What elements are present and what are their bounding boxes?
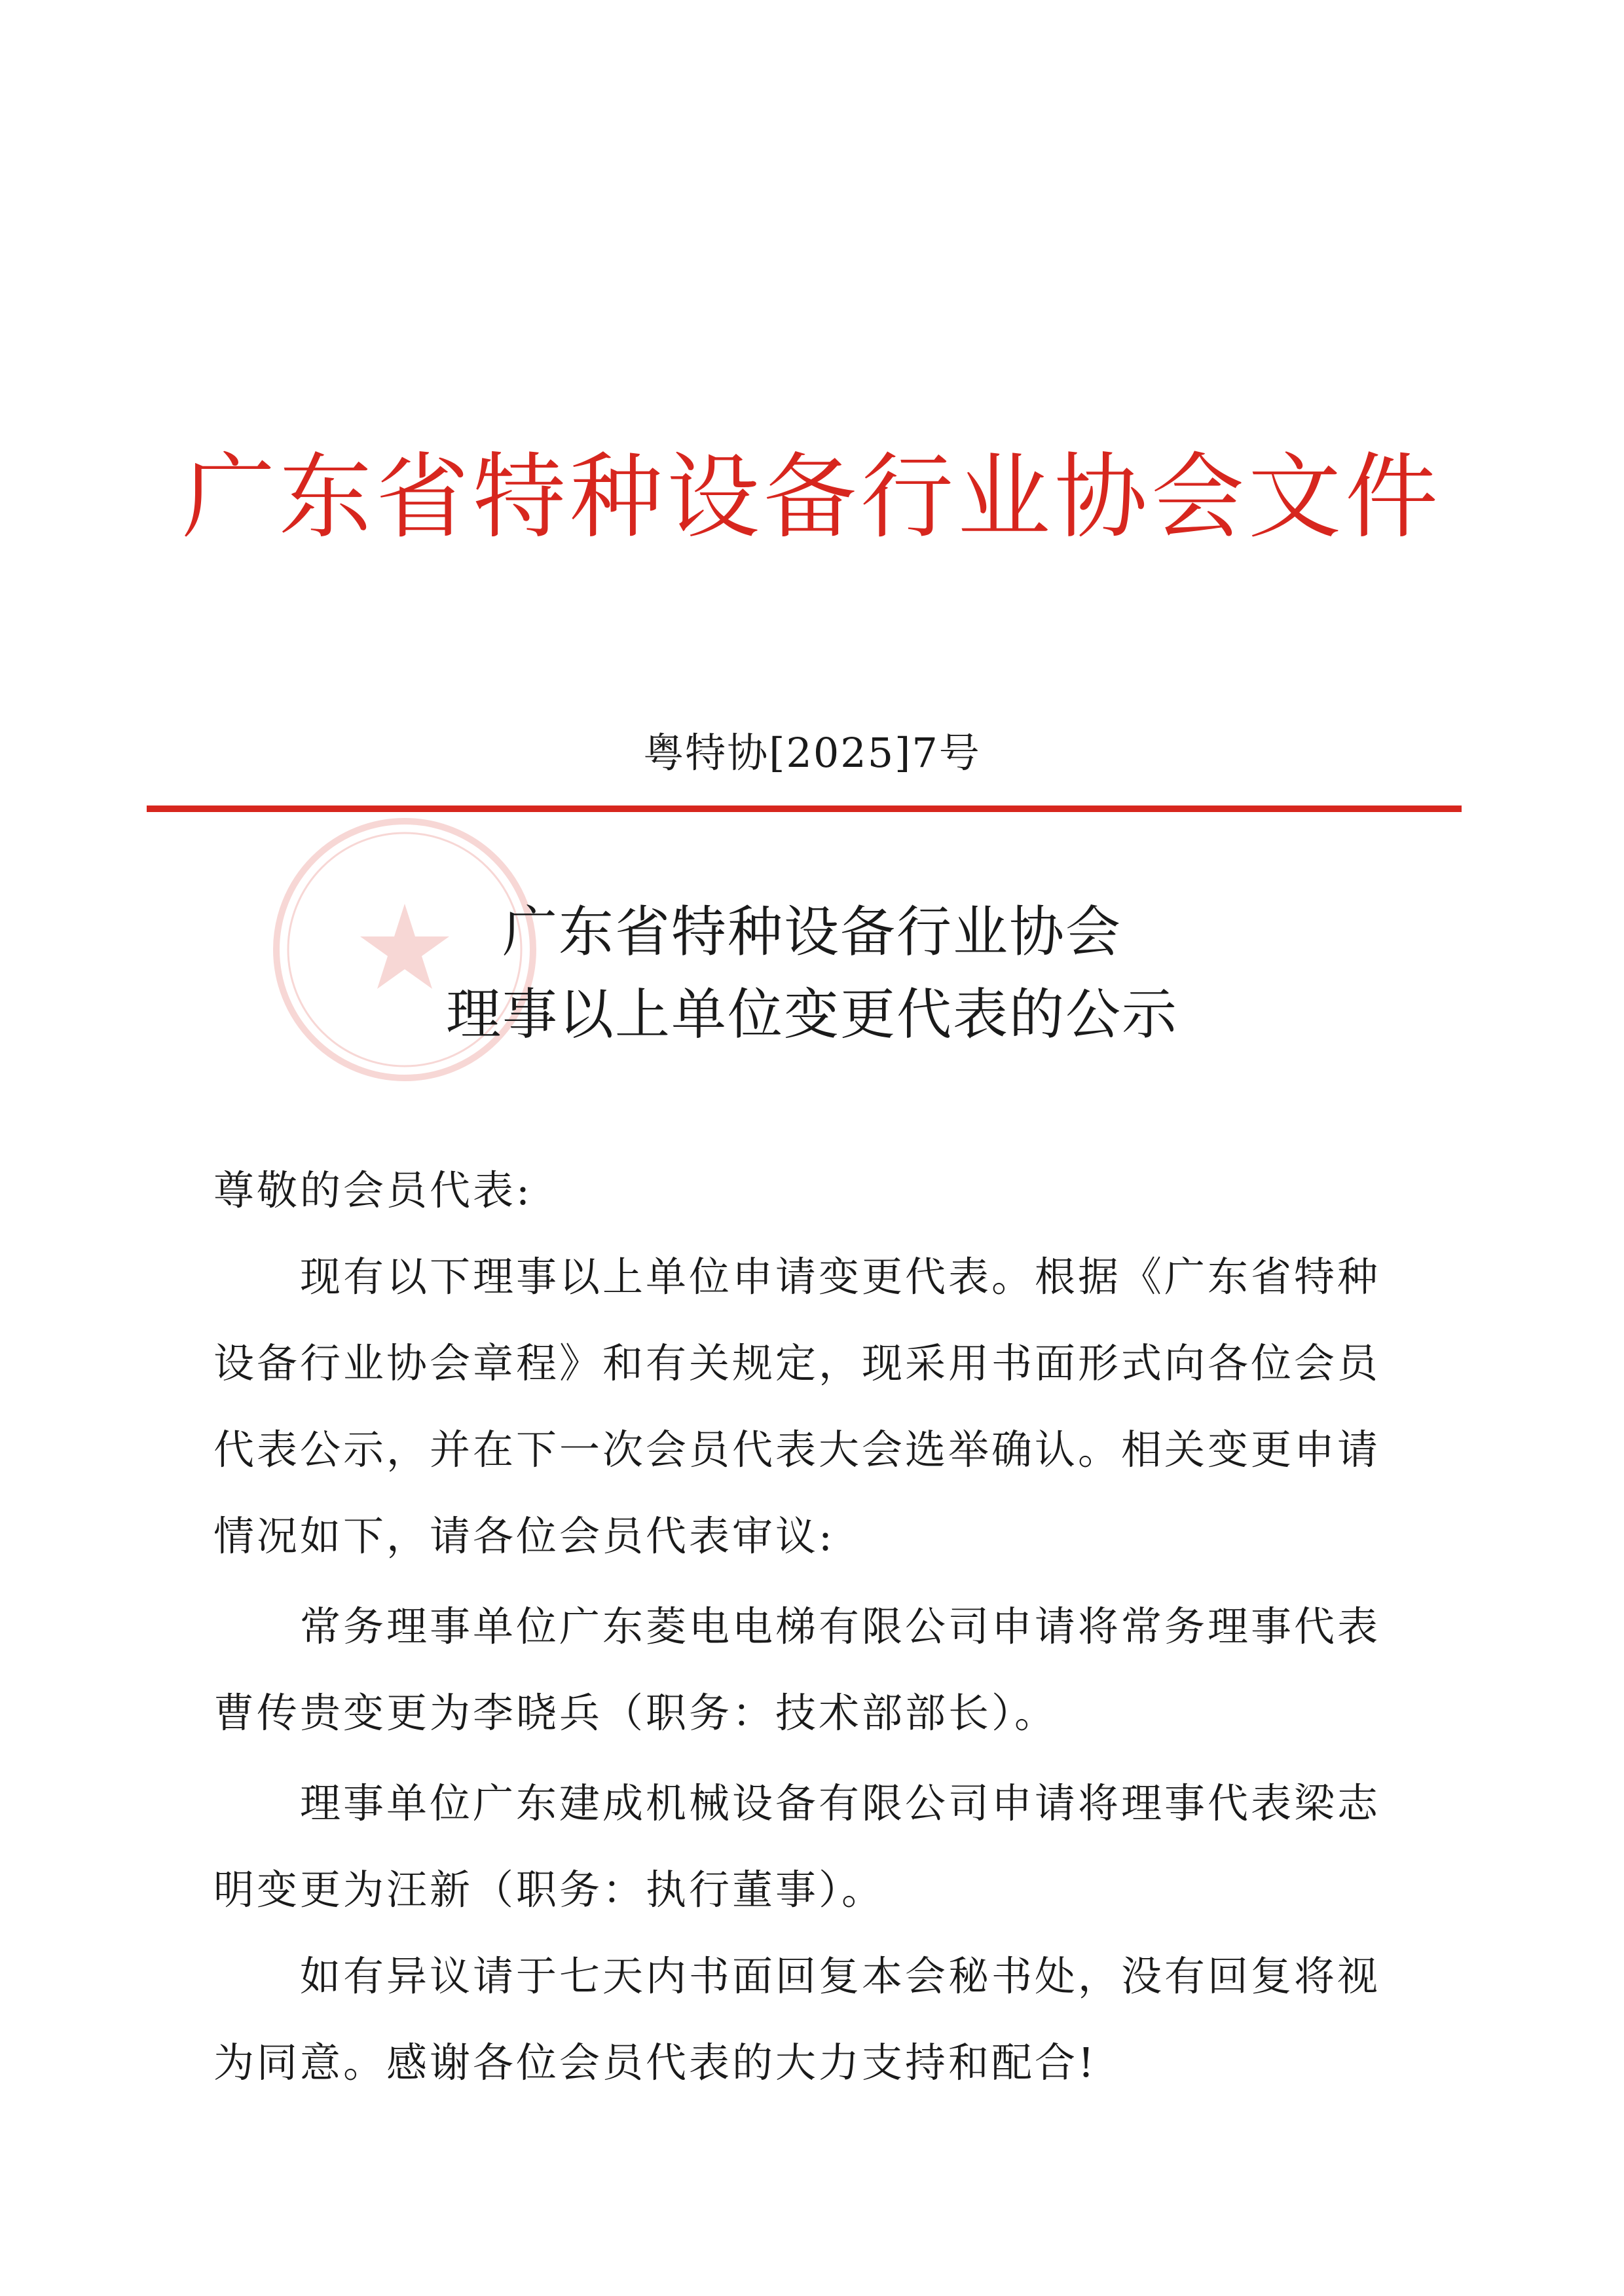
notice-title-line-2: 理事以上单位变更代表的公示 [445,982,1178,1046]
paragraph-change-1: 常务理事单位广东菱电电梯有限公司申请将常务理事代表曹传贵变更为李晓兵（职务：技术部部长）。 [213,1602,1381,1737]
body-content [213,1147,1416,2106]
masthead-title: 广东省特种设备行业协会文件 [182,443,1442,551]
salutation: 尊敬的会员代表: [213,1166,532,1214]
paragraph-change-2: 理事单位广东建成机械设备有限公司申请将理事代表梁志明变更为汪新（职务：执行董事）。 [213,1779,1381,1914]
paragraph-intro: 现有以下理事以上单位申请变更代表。根据《广东省特种设备行业协会章程》和有关规定，现采用书面形式向各位会员代表公示，并在下一次会员代表大会选举确认。相关变更申请情况如下，请各位会员代表审议: [213,1253,1381,1560]
paragraph-closing: 如有异议请于七天内书面回复本会秘书处，没有回复将视为同意。感谢各位会员代表的大力支持和配合! [213,1952,1381,2086]
document-number: 粤特协[2025]7号 [643,729,981,777]
notice-title-line-1: 广东省特种设备行业协会 [502,900,1122,964]
notice-title [0,891,1624,1056]
red-divider [147,805,1462,812]
